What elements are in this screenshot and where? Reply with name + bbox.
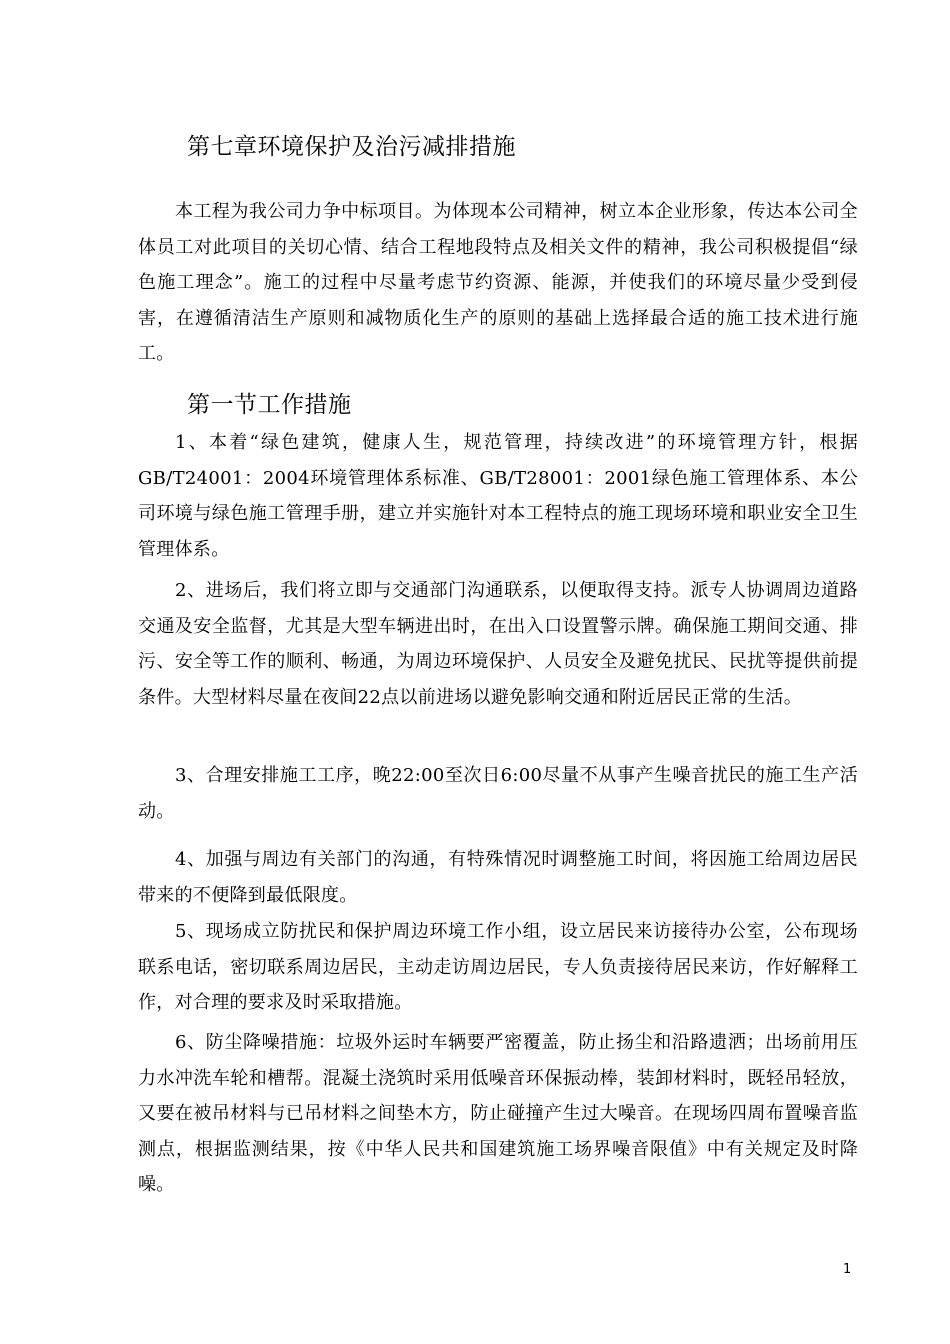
page-number: 1 — [843, 1262, 852, 1277]
measure-item-4: 4、加强与周边有关部门的沟通，有特殊情况时调整施工时间，将因施工给周边居民带来的不便降到最低限度。 — [138, 849, 858, 906]
measure-item-5: 5、现场成立防扰民和保护周边环境工作小组，设立居民来访接待办公室，公布现场联系电话，密切联系周边居民，主动走访周边居民，专人负责接待居民来访，作好解释工作，对合理的要求及时采取措施。 — [138, 921, 858, 1013]
intro-paragraph: 本工程为我公司力争中标项目。为体现本公司精神，树立本企业形象，传达本公司全体员工对此项目的关切心情、结合工程地段特点及相关文件的精神，我公司积极提倡“绿色施工理念”。施工的过程中尽量考虑节约资源、能源，并使我们的环境尽量少受到侵害，在遵循清洁生产原则和减物质化生产的原则的基础上选择最合适的施工技术进行施工。 — [138, 201, 858, 364]
measure-item-3: 3、合理安排施工工序，晚22:00至次日6:00尽量不从事产生噪音扰民的施工生产活动。 — [138, 765, 858, 822]
measure-item-6: 6、防尘降噪措施：垃圾外运时车辆要严密覆盖，防止扬尘和沿路遗洒；出场前用压力水冲洗车轮和槽帮。混凝土浇筑时采用低噪音环保振动棒，装卸材料时，既轻吊轻放，又要在被吊材料与已吊材料之间垫木方，防止碰撞产生过大噪音。在现场四周布置噪音监测点，根据监测结果，按《中华人民共和国建筑施工场界噪音限值》中有关规定及时降噪。 — [138, 1032, 858, 1195]
measure-item-2: 2、进场后，我们将立即与交通部门沟通联系，以便取得支持。派专人协调周边道路交通及安全监督，尤其是大型车辆进出时，在出入口设置警示牌。确保施工期间交通、排污、安全等工作的顺利、畅通，为周边环境保护、人员安全及避免扰民、民扰等提供前提条件。大型材料尽量在夜间22点以前进场以避免影响交通和附近居民正常的生活。 — [138, 580, 858, 708]
chapter-title: 第七章环境保护及治污减排措施 — [187, 134, 516, 160]
measure-item-1: 1、本着“绿色建筑，健康人生，规范管理，持续改进”的环境管理方针，根据GB/T24001：2004环境管理体系标准、GB/T28001：2001绿色施工管理体系、本公司环境与绿色施工管理手册，建立并实施针对本工程特点的施工现场环境和职业安全卫生管理体系。 — [138, 432, 858, 560]
section-title: 第一节工作措施 — [187, 392, 352, 418]
